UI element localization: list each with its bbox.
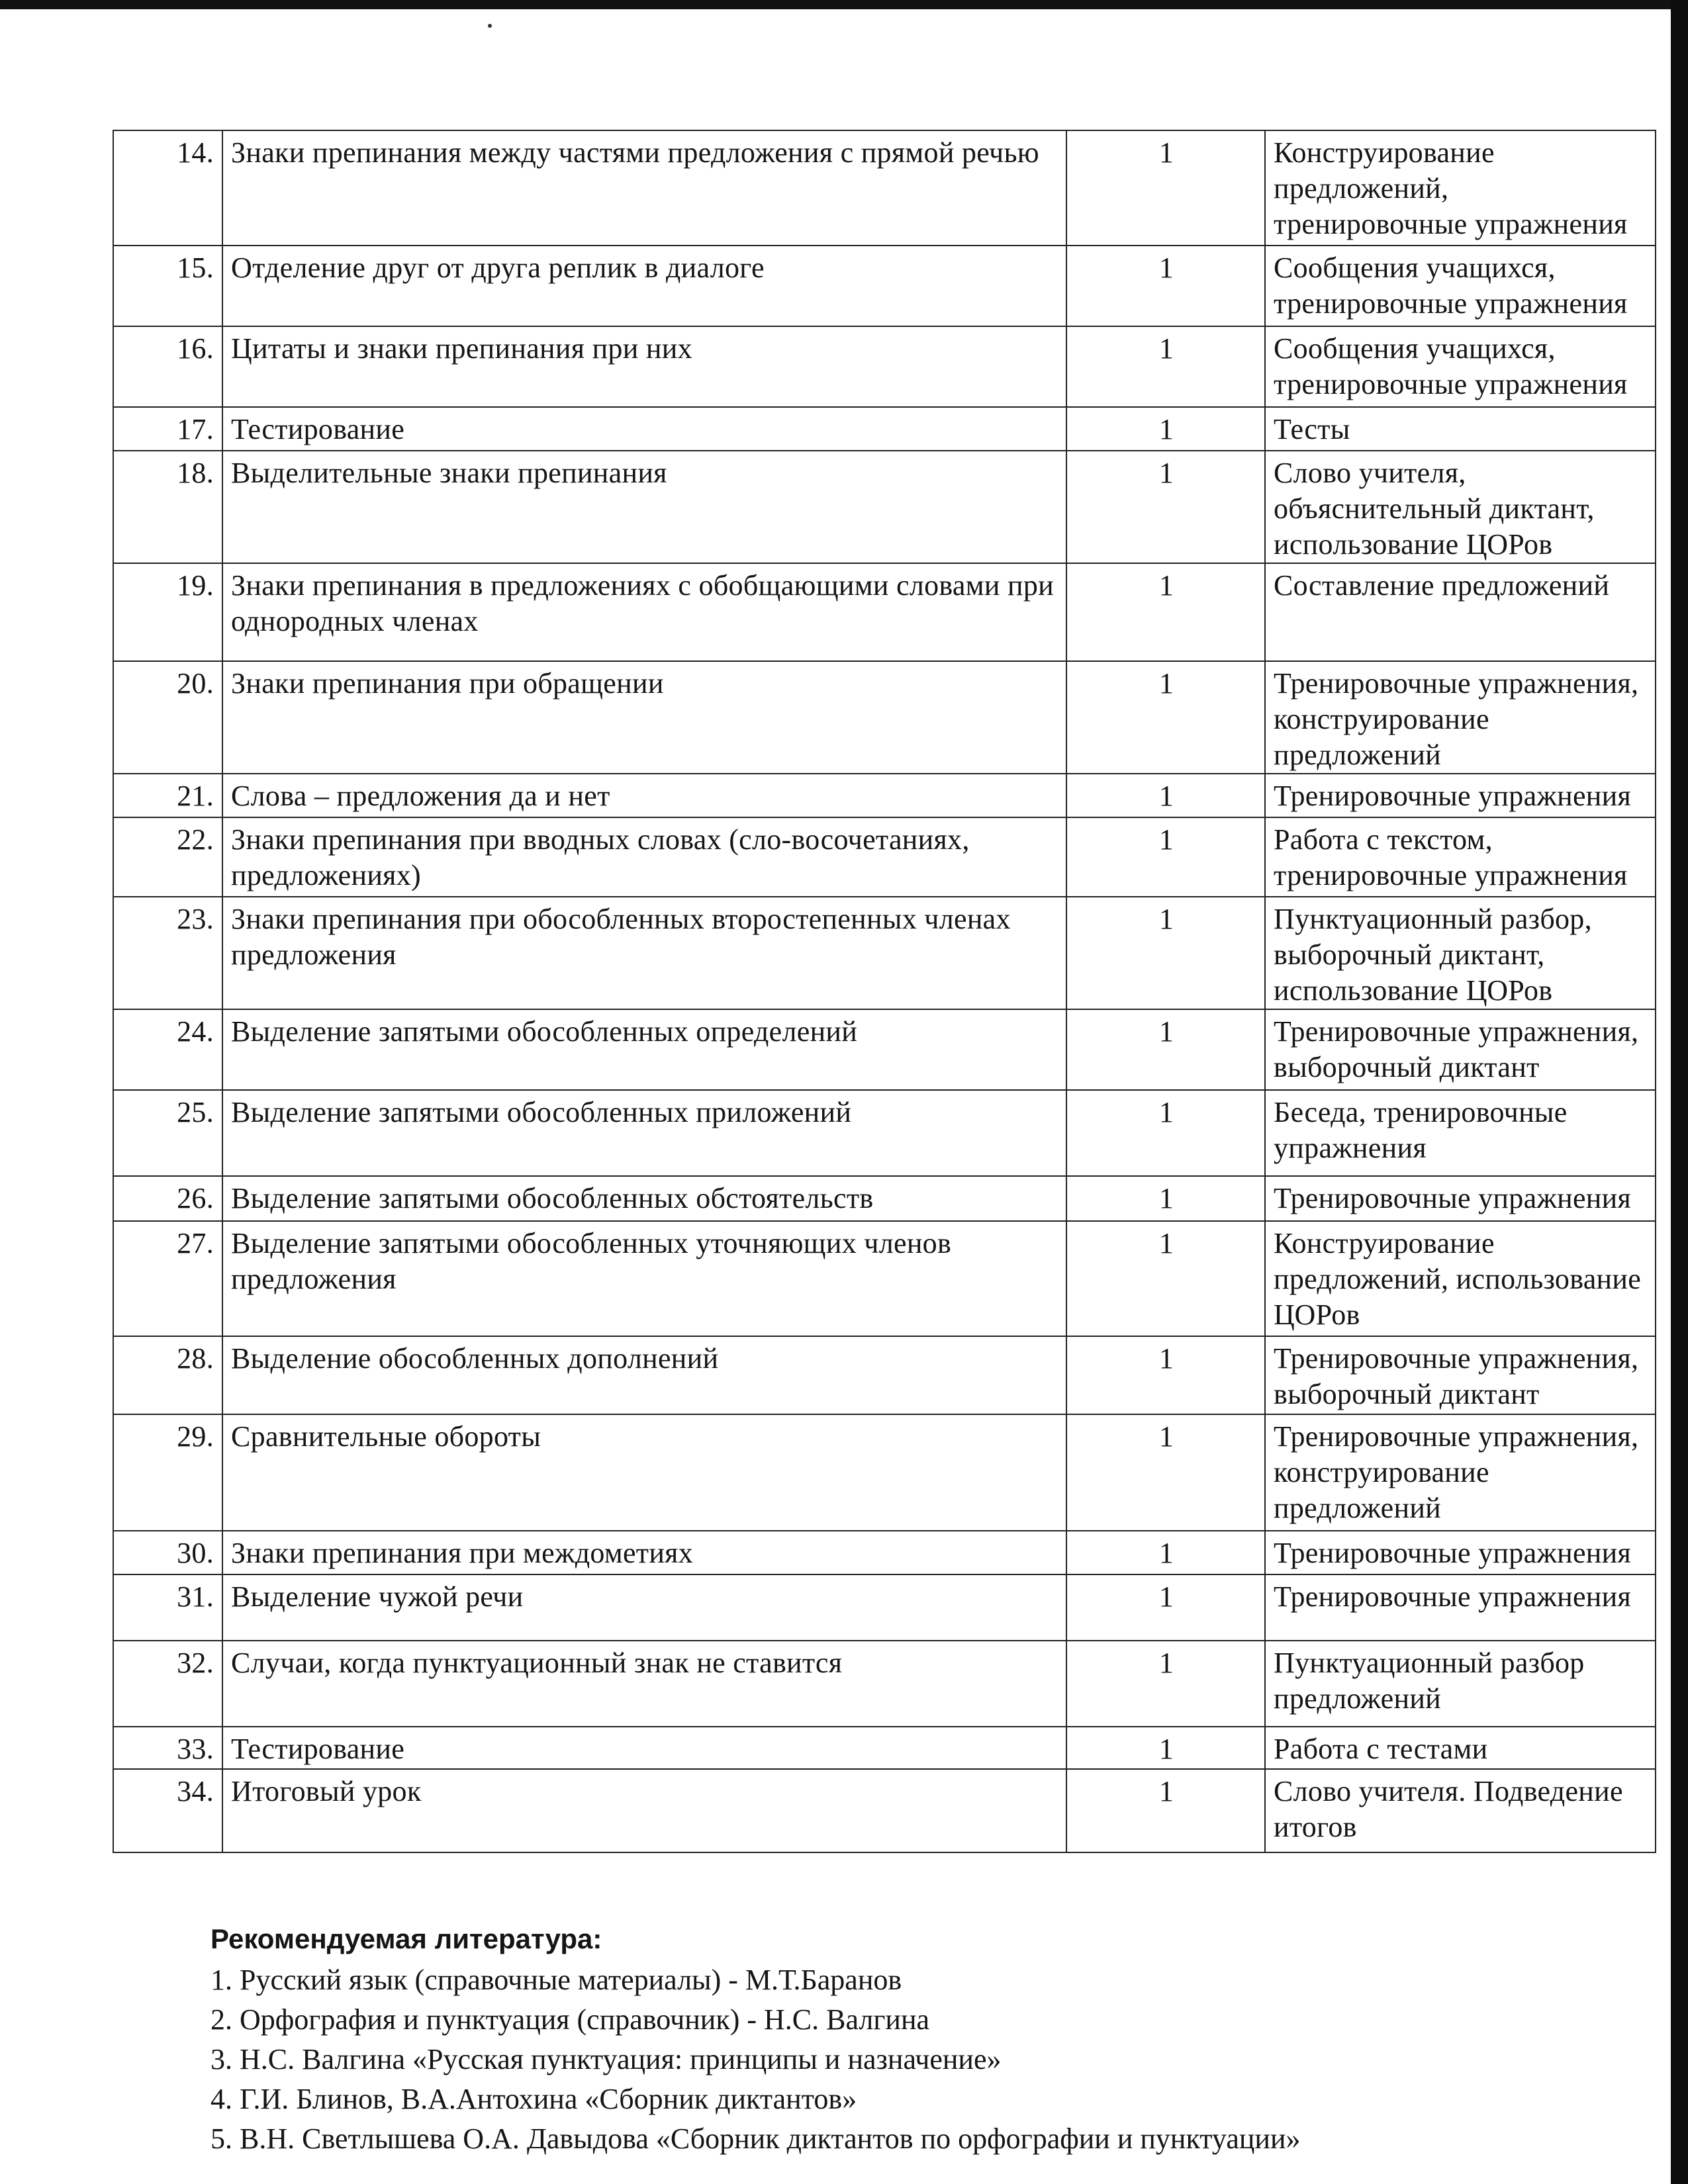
table-row [113,817,1656,897]
row-activity: Конструирование предложений, использование ЦОРов [1265,1221,1656,1336]
row-topic: Тестирование [222,407,1066,451]
row-topic: Слова – предложения да и нет [222,774,1066,817]
table-row [113,1414,1656,1531]
row-hours: 1 [1066,1221,1265,1336]
row-topic: Цитаты и знаки препинания при них [222,326,1066,407]
row-activity: Пунктуационный разбор, выборочный диктант, использование ЦОРов [1265,897,1656,1009]
row-hours: 1 [1066,1414,1265,1531]
row-number: 14. [113,130,222,246]
row-activity: Конструирование предложений, тренировочные упражнения [1265,130,1656,246]
row-topic: Выделение чужой речи [222,1574,1066,1641]
row-topic: Выделение запятыми обособленных уточняющих членов предложения [222,1221,1066,1336]
table-row [113,774,1656,817]
row-topic: Знаки препинания в предложениях с обобщающими словами при однородных членах [222,563,1066,661]
literature-item: 5. В.Н. Светлышева О.А. Давыдова «Сборник диктантов по орфографии и пунктуации» [211,2122,1301,2155]
row-topic: Знаки препинания при вводных словах (сло-восочетаниях, предложениях) [222,817,1066,897]
table-row [113,1769,1656,1852]
row-activity: Сообщения учащихся, тренировочные упражнения [1265,326,1656,407]
table-row [113,130,1656,246]
row-hours: 1 [1066,326,1265,407]
row-number: 17. [113,407,222,451]
row-number: 26. [113,1176,222,1221]
row-hours: 1 [1066,774,1265,817]
table-row [113,1336,1656,1414]
row-number: 20. [113,661,222,774]
row-number: 25. [113,1090,222,1176]
table-row [113,563,1656,661]
row-activity: Тренировочные упражнения [1265,1176,1656,1221]
table-row [113,1221,1656,1336]
row-hours: 1 [1066,897,1265,1009]
recommended-literature [211,1919,1634,2159]
row-activity: Работа с тестами [1265,1727,1656,1769]
row-number: 23. [113,897,222,1009]
row-activity: Пунктуационный разбор предложений [1265,1641,1656,1727]
row-hours: 1 [1066,130,1265,246]
row-topic: Выделение запятыми обособленных приложений [222,1090,1066,1176]
row-topic: Итоговый урок [222,1769,1066,1852]
row-activity: Работа с текстом, тренировочные упражнения [1265,817,1656,897]
row-number: 21. [113,774,222,817]
row-activity: Сообщения учащихся, тренировочные упражнения [1265,246,1656,326]
row-hours: 1 [1066,246,1265,326]
row-activity: Тесты [1265,407,1656,451]
row-topic: Выделение обособленных дополнений [222,1336,1066,1414]
literature-item: 4. Г.И. Блинов, В.А.Антохина «Сборник диктантов» [211,2083,857,2115]
table-row [113,1176,1656,1221]
row-topic: Знаки препинания при обособленных второстепенных членах предложения [222,897,1066,1009]
row-hours: 1 [1066,407,1265,451]
row-number: 28. [113,1336,222,1414]
row-number: 33. [113,1727,222,1769]
table-row [113,1009,1656,1090]
row-number: 15. [113,246,222,326]
row-activity: Составление предложений [1265,563,1656,661]
row-number: 34. [113,1769,222,1852]
scan-edge-right [1671,0,1688,2184]
row-number: 24. [113,1009,222,1090]
row-activity: Беседа, тренировочные упражнения [1265,1090,1656,1176]
row-topic: Случаи, когда пунктуационный знак не ставится [222,1641,1066,1727]
row-activity: Тренировочные упражнения [1265,1574,1656,1641]
row-topic: Выделение запятыми обособленных обстоятельств [222,1176,1066,1221]
row-topic: Выделение запятыми обособленных определений [222,1009,1066,1090]
table-row [113,1727,1656,1769]
row-topic: Выделительные знаки препинания [222,451,1066,563]
table-row [113,246,1656,326]
row-topic: Знаки препинания при обращении [222,661,1066,774]
row-activity: Тренировочные упражнения, конструирование предложений [1265,661,1656,774]
row-number: 22. [113,817,222,897]
row-hours: 1 [1066,1641,1265,1727]
row-topic: Сравнительные обороты [222,1414,1066,1531]
table-row [113,1641,1656,1727]
table-row [113,1090,1656,1176]
row-number: 31. [113,1574,222,1641]
row-activity: Тренировочные упражнения, конструирование предложений [1265,1414,1656,1531]
row-topic: Знаки препинания при междометиях [222,1531,1066,1574]
row-activity: Тренировочные упражнения [1265,1531,1656,1574]
literature-title: Рекомендуемая литература: [211,1923,602,1954]
row-number: 16. [113,326,222,407]
row-hours: 1 [1066,451,1265,563]
row-number: 19. [113,563,222,661]
row-hours: 1 [1066,1090,1265,1176]
row-number: 30. [113,1531,222,1574]
literature-item: 2. Орфография и пунктуация (справочник) - Н.С. Валгина [211,2003,930,2036]
table-row [113,1531,1656,1574]
row-activity: Слово учителя, объяснительный диктант, использование ЦОРов [1265,451,1656,563]
row-activity: Тренировочные упражнения, выборочный диктант [1265,1009,1656,1090]
scan-edge-top [0,0,1688,9]
row-hours: 1 [1066,1176,1265,1221]
table-row [113,897,1656,1009]
row-hours: 1 [1066,1769,1265,1852]
row-number: 27. [113,1221,222,1336]
row-hours: 1 [1066,1727,1265,1769]
row-topic: Тестирование [222,1727,1066,1769]
row-number: 29. [113,1414,222,1531]
row-hours: 1 [1066,1336,1265,1414]
table-row [113,661,1656,774]
row-hours: 1 [1066,661,1265,774]
table-row [113,326,1656,407]
table-row [113,407,1656,451]
row-hours: 1 [1066,1574,1265,1641]
literature-item: 1. Русский язык (справочные материалы) - М.Т.Баранов [211,1964,902,1996]
lesson-plan-table [113,130,1656,1853]
literature-item: 3. Н.С. Валгина «Русская пунктуация: принципы и назначение» [211,2043,1002,2075]
row-hours: 1 [1066,1531,1265,1574]
row-activity: Тренировочные упражнения, выборочный диктант [1265,1336,1656,1414]
table-row [113,1574,1656,1641]
row-hours: 1 [1066,563,1265,661]
row-topic: Отделение друг от друга реплик в диалоге [222,246,1066,326]
row-activity: Слово учителя. Подведение итогов [1265,1769,1656,1852]
row-hours: 1 [1066,817,1265,897]
row-topic: Знаки препинания между частями предложения с прямой речью [222,130,1066,246]
table-row [113,451,1656,563]
row-activity: Тренировочные упражнения [1265,774,1656,817]
row-number: 32. [113,1641,222,1727]
scan-dot [488,24,492,28]
row-number: 18. [113,451,222,563]
lesson-plan-body [113,130,1656,1852]
row-hours: 1 [1066,1009,1265,1090]
